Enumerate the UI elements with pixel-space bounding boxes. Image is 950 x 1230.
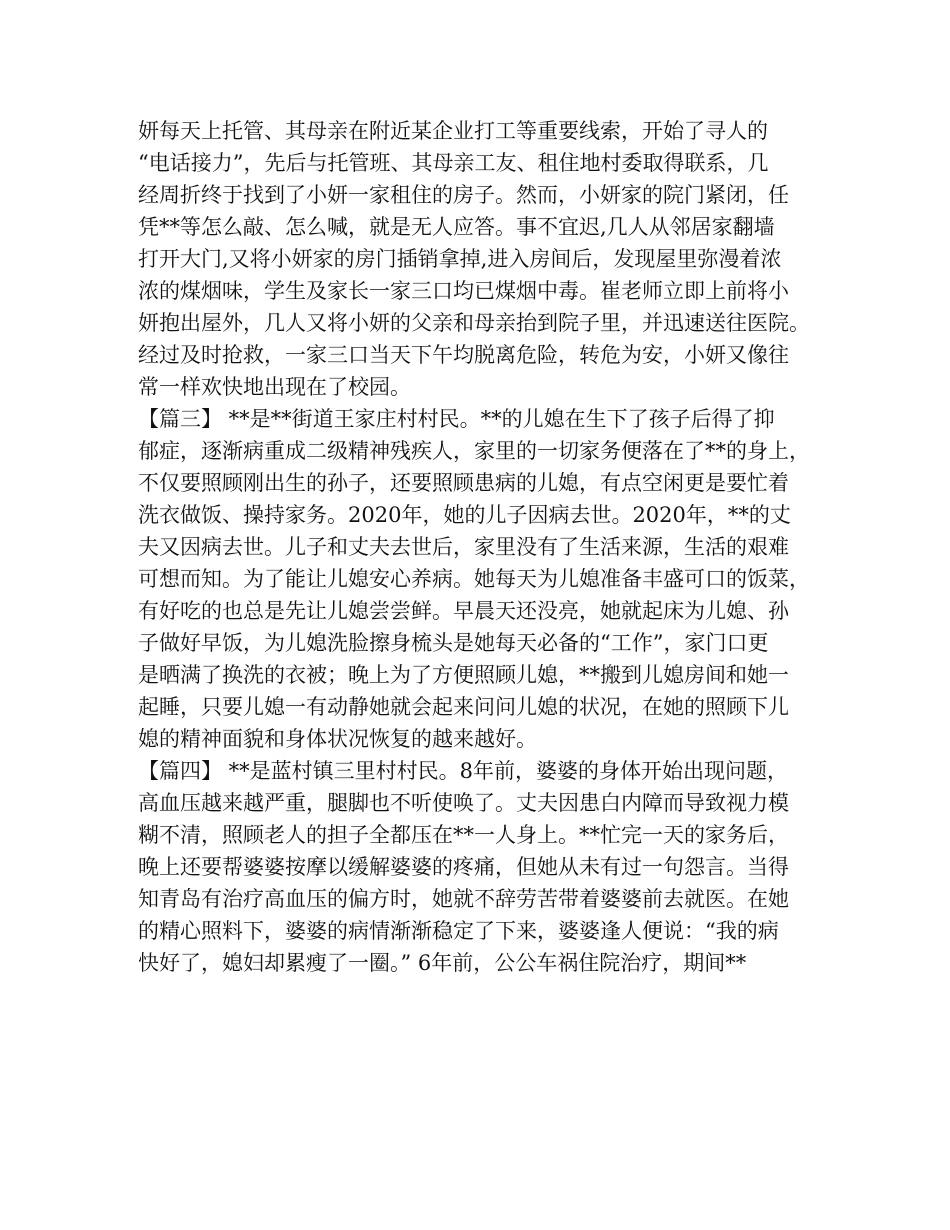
text-line: 有好吃的也总是先让儿媳尝尝鲜。早晨天还没亮，她就起床为儿媳、孙 bbox=[138, 599, 789, 623]
text-line: 糊不清，照顾老人的担子全都压在**一人身上。**忙完一天的家务后， bbox=[138, 823, 789, 847]
text-line: 的精心照料下，婆婆的病情渐渐稳定了下来，婆婆逢人便说：“我的病 bbox=[138, 919, 779, 943]
text-line: 媳的精神面貌和身体状况恢复的越来越好。 bbox=[138, 727, 537, 751]
text-line: 晚上还要帮婆婆按摩以缓解婆婆的疼痛，但她从未有过一句怨言。当得 bbox=[138, 855, 789, 879]
text-line: 【篇四】 **是蓝村镇三里村村民。8年前，婆婆的身体开始出现问题， bbox=[138, 759, 789, 783]
text-line: 常一样欢快地出现在了校园。 bbox=[138, 375, 411, 399]
text-line: 打开大门,又将小妍家的房门插销拿掉,进入房间后，发现屋里弥漫着浓 bbox=[138, 247, 782, 271]
text-line: 可想而知。为了能让儿媳安心养病。她每天为儿媳准备丰盛可口的饭菜， bbox=[138, 567, 810, 591]
text-line: “电话接力”，先后与托管班、其母亲工友、租住地村委取得联系，几 bbox=[138, 151, 769, 175]
text-line: 妍抱出屋外，几人又将小妍的父亲和母亲抬到院子里，并迅速送往医院。 bbox=[138, 311, 810, 335]
text-line: 妍每天上托管、其母亲在附近某企业打工等重要线索，开始了寻人的 bbox=[138, 119, 768, 143]
text-line: 高血压越来越严重，腿脚也不听使唤了。丈夫因患白内障而导致视力模 bbox=[138, 791, 789, 815]
text-line: 浓的煤烟味，学生及家长一家三口均已煤烟中毒。崔老师立即上前将小 bbox=[138, 279, 789, 303]
text-line: 夫又因病去世。儿子和丈夫去世后，家里没有了生活来源，生活的艰难 bbox=[138, 535, 789, 559]
text-line: 是晒满了换洗的衣被；晚上为了方便照顾儿媳，**搬到儿媳房间和她一 bbox=[138, 663, 789, 687]
text-line: 洗衣做饭、操持家务。2020年，她的儿子因病去世。2020年，**的丈 bbox=[138, 503, 791, 527]
text-line: 知青岛有治疗高血压的偏方时，她就不辞劳苦带着婆婆前去就医。在她 bbox=[138, 887, 789, 911]
text-line: 【篇三】 **是**街道王家庄村村民。**的儿媳在生下了孩子后得了抑 bbox=[138, 407, 775, 431]
text-line: 经过及时抢救，一家三口当天下午均脱离危险，转危为安，小妍又像往 bbox=[138, 343, 789, 367]
text-line: 子做好早饭，为儿媳洗脸擦身梳头是她每天必备的“工作”，家门口更 bbox=[138, 631, 769, 655]
text-line: 郁症，逐渐病重成二级精神残疾人，家里的一切家务便落在了**的身上， bbox=[138, 439, 810, 463]
text-line: 快好了，媳妇却累瘦了一圈。” 6年前，公公车祸住院治疗，期间** bbox=[138, 951, 747, 975]
text-line: 经周折终于找到了小妍一家租住的房子。然而，小妍家的院门紧闭，任 bbox=[138, 183, 789, 207]
body-text bbox=[138, 115, 828, 979]
text-line: 起睡，只要儿媳一有动静她就会起来问问儿媳的状况，在她的照顾下儿 bbox=[138, 695, 789, 719]
text-line: 不仅要照顾刚出生的孙子，还要照顾患病的儿媳，有点空闲更是要忙着 bbox=[138, 471, 789, 495]
text-line: 凭**等怎么敲、怎么喊，就是无人应答。事不宜迟,几人从邻居家翻墙 bbox=[138, 215, 775, 239]
